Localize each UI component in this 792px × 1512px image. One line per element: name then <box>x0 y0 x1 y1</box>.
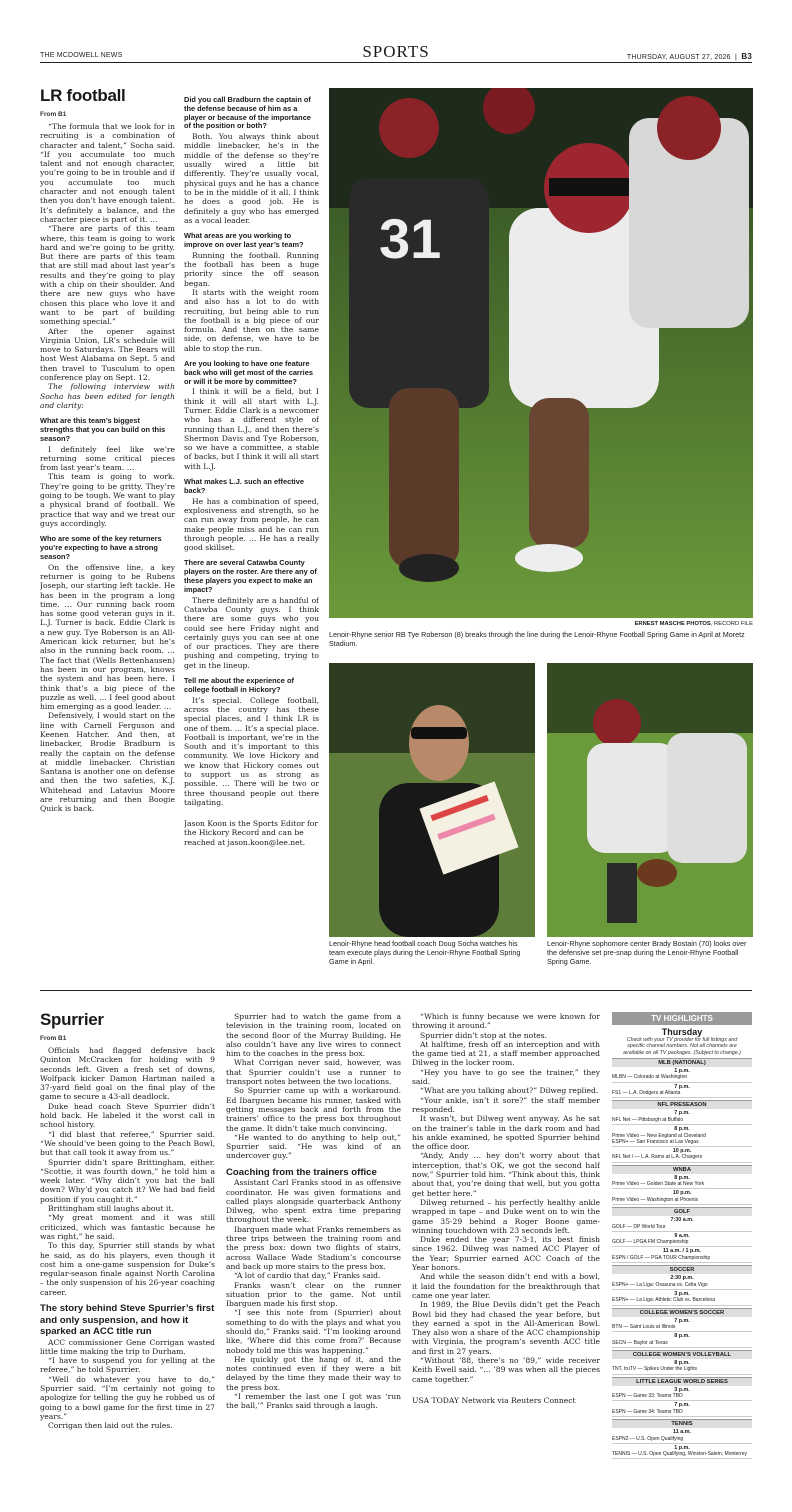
tv-time: 8 p.m. <box>674 1359 690 1366</box>
page-number: B3 <box>741 52 752 61</box>
section-title: SPORTS <box>362 42 430 61</box>
tv-time: 8 p.m. <box>674 1333 690 1340</box>
interview-question: Did you call Bradburn the captain of the defense because of him as a player or because of the importance of the position or both? <box>184 95 311 131</box>
tv-time: 7:30 a.m. <box>670 1217 694 1224</box>
paragraph: “The formula that we look for in recruiting is a combination of character and talent,” Socha said. “If you accumulate too much talent and not enough character, you’re going to be in trouble and if you accumulate too much character and not enough talent then you don’t have enough talent. It’s definitely a balance, and the character piece is part of it. … <box>40 122 175 224</box>
paragraph: “There are parts of this team where, this team is going to work hard and we’re going to be gritty. But there are parts of this team that are still mad about last year’s results and they’re going to play with a chip on their shoulder. And there are new guys who have chosen this place who love it and want to be part of building something special.” <box>40 224 175 327</box>
story-divider <box>40 990 752 991</box>
subheading: Coaching from the trainers office <box>226 1166 377 1178</box>
tv-sport-heading: WNBA <box>612 1165 752 1174</box>
interview-question: There are several Catawba County players on the roster. Are there any of these players you expect to make an impact? <box>184 558 317 594</box>
tv-listing: ESPN2 — U.S. Open Qualifying <box>612 1436 752 1444</box>
tv-time: 10 p.m. <box>672 1147 692 1154</box>
paragraph: I definitely feel like we’re returning some critical pieces from last year’s team. … <box>40 444 175 473</box>
paragraph: This team is going to work. They’re going to be gritty. They’re going to be tough. We want to play a physical brand of football. We practice that way and we treat our guys accordingly. <box>40 472 175 528</box>
paragraph: “He wanted to do anything to help out,” Spurrier said. “He was kind of an undercover guy.” <box>226 1132 401 1161</box>
spurrier-column-3 <box>412 1012 600 1508</box>
paragraph: Duke ended the year 7-3-1, its best finish since 1962. Dilweg was named ACC Player of the Year; Spurrier earned ACC Coach of the Year honors. <box>412 1235 600 1273</box>
tv-listing: ESPN+ — La Liga: Osasuna vs. Celta Vigo <box>612 1282 752 1290</box>
paragraph: It wasn’t, but Dilweg went anyway. As he sat on the trainer’s table in the dark room and had his ankle examined, he spotted Spurrier behind the office door. <box>412 1114 600 1152</box>
interview-question: What are this team’s biggest strengths that you can build on this season? <box>40 416 166 443</box>
paragraph: I think it will be a field, but I think it will all start with L.J. Turner. Eddie Clark is a newcomer who has a different style of running than L.J., and then there’s Shermon Davis and Tye Roberson, so we have a committee, a stable of backs, but I think it will all start with L.J. <box>184 387 319 471</box>
tv-sport-heading: LITTLE LEAGUE WORLD SERIES <box>612 1377 752 1386</box>
tv-listing: TNT, truTV — Spikes Under the Lights <box>612 1366 752 1374</box>
paragraph: “Andy, Andy … hey don’t worry about that interception, that’s OK, we got the second half now,” Spurrier told him. “Think about this, think about that, you’re doing that well, but you gotta get better here.” <box>412 1151 600 1198</box>
paragraph: Brittingham still laughs about it. <box>48 1204 174 1214</box>
paragraph: Spurrier didn’t stop at the notes. <box>420 1030 548 1040</box>
paragraph: Officials had flagged defensive back Quinton McCracken for holding with 9 seconds left. Given a fresh set of downs, Wolfpack kicker Damon Hartman nailed a 37-yard field goal on the final play of the game to secure a 43-all deadlock. <box>40 1046 215 1102</box>
tv-listing: BTN — Saint Louis at Illinois <box>612 1324 752 1332</box>
tv-time: 7 p.m. <box>674 1110 690 1117</box>
tv-time: 7 p.m. <box>674 1402 690 1409</box>
tv-sport-heading: GOLF <box>612 1207 752 1216</box>
coach-photo-caption: Lenoir-Rhyne head football coach Doug Socha watches his team execute plays during the Lenoir-Rhyne Football Spring Game in April. <box>329 939 521 966</box>
tv-time: 11 a.m. / 1 p.m. <box>662 1248 702 1255</box>
tv-sport-heading: COLLEGE WOMEN’S VOLLEYBALL <box>612 1350 752 1359</box>
tv-listing: NFL Net — Pittsburgh at Buffalo <box>612 1117 752 1125</box>
lr-headline: LR football <box>40 86 126 105</box>
tv-day: Thursday <box>661 1027 703 1037</box>
paragraph: “Your ankle, isn’t it sore?” the staff member responded. <box>412 1095 600 1114</box>
paragraph: Duke head coach Steve Spurrier didn’t hold back. He labeled it the worst call in school history. <box>40 1101 215 1130</box>
tv-listings <box>612 1058 752 1460</box>
paragraph: “My great moment and it was still criticized, which was fantastic because he was right,” he said. <box>40 1213 215 1241</box>
tv-listing: ESPN — Game 33: Teams TBD <box>612 1393 752 1401</box>
tagline: USA TODAY Network via Reuters Connect <box>412 1395 576 1405</box>
tv-listing: Prime Video — Washington at Phoenix <box>612 1197 752 1205</box>
coach-photo <box>329 663 535 937</box>
paragraph: It’s special. College football, across the country has these special places, and I think LR is one of them. … It’s a special place. Football is important, we’re in the South and it’s important to this community. We love Hickory and we know that Hickory comes out to support us as strong as possible. … There will be two or three thousand people out there tailgating. <box>184 695 319 807</box>
paragraph: It starts with the weight room and also has a lot to do with recruiting, but being able to run the football is a big piece of our formula. And then on the same side, on defense, we have to be able to stop the run. <box>184 287 319 353</box>
tv-listing: ESPN — Game 34: Teams TBD <box>612 1409 752 1417</box>
tv-time: 3 p.m. <box>674 1290 690 1297</box>
paragraph: “Well do whatever you have to do,” Spurrier said. “I’m certainly not going to apologize for telling the guy he robbed us of going to a bowl game for the first time in 27 years.” <box>40 1374 215 1421</box>
tv-time: 7 p.m. <box>674 1317 690 1324</box>
tv-listing: ESPN / GOLF — PGA TOUR Championship <box>612 1255 752 1263</box>
paragraph: Both. You always think about middle linebacker, he’s in the middle of the defense so they’re usually wired a little bit differently. They’re usually vocal, physical guys and he has a chance to be in the middle of it all. I think he does a good job. He is definitely a guy who has emerged as a vocal leader. <box>184 132 319 225</box>
paragraph: After the opener against Virginia Union, LR’s schedule will move to Saturdays. The Bears will host West Alabama on Sept. 5 and then travel to Tusculum to open conference play on Sept. 12. <box>40 326 175 383</box>
paragraph: There definitely are a handful of Catawba County guys. I think there are some guys who you could see here Friday night and certainly guys you can see at one of our practices. They are there pushing and competing, trying to get in the lineup. <box>184 595 319 670</box>
tv-time: 1 p.m. <box>674 1444 690 1451</box>
center-photo <box>547 663 753 937</box>
paragraph: And while the season didn’t end with a bowl, it laid the foundation for the breakthrough that came one year later. <box>412 1272 600 1300</box>
header-rule <box>40 62 752 63</box>
tv-sport-heading: TENNIS <box>612 1419 752 1428</box>
paragraph: Defensively, I would start on the line with Carnell Ferguson and Keenen Hatcher. And then, at linebacker, Brodie Bradburn is really the captain on the defense at middle linebacker. Christian Santana is another one on defense and then the two safeties, K.J. Whitehead and Latavius Moore are returning and then Boogie Quick is back. <box>40 711 175 814</box>
tv-title: TV HIGHLIGHTS <box>612 1012 752 1025</box>
paragraph: He has a combination of speed, explosiveness and strength, so he can run away from people, he can make people miss and he can run through people. … He has a really good skillset. <box>184 496 319 553</box>
tv-listing: NFL Net / — L.A. Rams at L.A. Chargers <box>612 1154 752 1162</box>
paragraph: So Spurrier came up with a workaround. Ed Ibarguen became his runner, tasked with getting messages back and forth from the trainers’ office to the press box throughout the game. It didn’t take much convincing. <box>226 1086 401 1133</box>
paragraph: At halftime, fresh off an interception and with the game tied at 21, a staff member approached Dilweg in the locker room. <box>412 1039 600 1068</box>
tv-sport-heading: NFL PRESEASON <box>612 1100 752 1109</box>
tv-time: 11 a.m. <box>673 1429 691 1436</box>
tagline: Jason Koon is the Sports Editor for the Hickory Record and can be reached at jason.koon@lee.net. <box>184 819 318 847</box>
spurrier-jump: From B1 <box>40 1035 67 1042</box>
svg-text:31: 31 <box>379 207 442 270</box>
tv-listing: ESPN+ — La Liga: Athletic Club vs. Barcelona <box>612 1297 752 1305</box>
tv-sport-heading: MLB (NATIONAL) <box>612 1058 752 1067</box>
paragraph: In 1989, the Blue Devils didn’t get the Peach Bowl bid they had chased the year before, but they earned a spot in the All-American Bowl. They also won a share of the ACC championship with Virginia, the program’s seventh ACC title and first in 27 years. <box>412 1300 600 1356</box>
tv-time: 3 p.m. <box>674 1386 690 1393</box>
tv-listing: Prime Video — Golden State at New York <box>612 1181 752 1189</box>
paragraph: Franks wasn’t clear on the runner situation prior to the game. Not until Ibarguen made his first stop. <box>226 1280 401 1309</box>
tv-listing: GOLF — DP World Tour <box>612 1224 752 1232</box>
interview-question: What makes L.J. such an effective back? <box>184 477 304 495</box>
paragraph: “Without ’88, there’s no ’89,” wide receiver Keith Ewell said. “… ’89 was when all the pieces came together.” <box>412 1355 600 1384</box>
paragraph: To this day, Spurrier still stands by what he said, as do his players, even though it cost him a one-game suspension for Duke’s regular-season finale against North Carolina – the only suspension of his 26-year coaching career. <box>40 1241 215 1297</box>
paragraph: Running the football. Running the football has been a huge priority since the off season began. <box>184 250 319 288</box>
paragraph: Spurrier had to watch the game from a television in the training room, located on the second floor of the Murray Building. He also couldn’t have any live wires to connect him to the coaches in the press box. <box>226 1012 401 1059</box>
tv-time: 2:30 p.m. <box>670 1275 694 1282</box>
spurrier-headline: Spurrier <box>40 1010 104 1029</box>
lr-column-1 <box>40 122 175 972</box>
main-photo-illustration <box>329 88 753 618</box>
paragraph: “I see this note from (Spurrier) about something to do with the plays and what you should do,” Franks said. “I’m looking around like, ‘Where did this come from?’ Because nobody told me this was happening.” <box>226 1308 401 1355</box>
paragraph: He quickly got the hang of it, and the notes continued even if they were a bit delayed by the time they made their way to the press box. <box>226 1354 401 1392</box>
paragraph: ACC commissioner Gene Corrigan wasted little time making the trip to Durham. <box>40 1337 215 1356</box>
tv-listing: GOLF — LPGA FM Championship <box>612 1239 752 1247</box>
tv-listing: SECN — Baylor at Texas <box>612 1340 752 1348</box>
paragraph: Corrigan then laid out the rules. <box>48 1421 173 1431</box>
center-photo-caption: Lenoir-Rhyne sophomore center Brady Bostain (70) looks over the defensive set pre-snap during the Lenoir-Rhyne Football Spring Game. <box>547 939 747 966</box>
paragraph: “I have to suspend you for yelling at the referee,” he told Spurrier. <box>40 1356 215 1375</box>
paragraph: “Hey you have to go see the trainer,” they said. <box>412 1067 600 1087</box>
paragraph: “I remember the last one I got was ‘run the ball,’” Franks said through a laugh. <box>226 1392 401 1411</box>
paragraph: “Which is funny because we were known for throwing it around.” <box>412 1012 600 1031</box>
paper-name: THE MCDOWELL NEWS <box>40 52 123 59</box>
credit-name: ERNEST MASCHE PHOTOS <box>634 621 711 627</box>
paragraph: Ibarguen made what Franks remembers as three trips between the training room and the press box: down two flights of stairs, across Wallace Wade Stadium’s concourse and back up more stairs to the press box. <box>226 1224 401 1271</box>
main-photo-credit <box>329 621 753 627</box>
subheading: The story behind Steve Spurrier’s first and only suspension, and how it sparked an ACC title run <box>40 1303 215 1338</box>
date-line: THURSDAY, AUGUST 27, 2026 | B3 <box>626 52 752 61</box>
tv-note: Check with your TV provider for full listings and specific channel numbers. Not all channels are available on all TV packages. (Subject to change.) <box>623 1037 741 1056</box>
tv-highlights <box>612 1012 752 1497</box>
paragraph: “What are you talking about?” Dilweg replied. <box>420 1086 599 1096</box>
tv-sport-heading: COLLEGE WOMEN’S SOCCER <box>612 1308 752 1317</box>
spurrier-column-2 <box>226 1012 401 1508</box>
interview-question: Who are some of the key returners you’re expecting to have a strong season? <box>40 534 162 561</box>
main-photo-caption: Lenoir-Rhyne senior RB Tye Roberson (8) breaks through the line during the Lenoir-Rhyne Football Spring Game in April at Moretz Stadium. <box>329 630 745 648</box>
lr-jump: From B1 <box>40 111 67 118</box>
paragraph: On the offensive line, a key returner is going to be Rubens Joseph, our starting left tackle. He has been in the program a long time. … Our running back room has some good veteran guys in it. L.J. Turner is back. Eddie Clark is a new guy. Tye Roberson is an All-American kick returner, but he’s also in the running back room. … The fact that (Wells Bettenhausen) has been in our program, knows the system and has been here. I think that’s a big piece of the puzzle as well. … I feel good about him emerging as a good leader. … <box>40 562 175 712</box>
spurrier-column-1 <box>40 1046 215 1508</box>
main-photo <box>329 88 753 618</box>
tv-time: 7 p.m. <box>674 1083 690 1090</box>
tv-listing: FS1 — L.A. Dodgers at Atlanta <box>612 1090 752 1098</box>
center-photo-illustration <box>547 663 753 937</box>
tv-sport-heading: SOCCER <box>612 1265 752 1274</box>
paragraph: Dilweg returned – his perfectly healthy ankle wrapped in tape – and Duke went on to win the game 35-29 behind a Roger Boone game-winning touchdown with 23 seconds left. <box>412 1197 600 1235</box>
lr-column-2 <box>184 89 319 972</box>
editor-note: The following interview with Socha has been edited for length and clarity: <box>40 382 175 410</box>
interview-question: Are you looking to have one feature back who will get most of the carries or will it be more by committee? <box>184 359 313 386</box>
interview-question: What areas are you working to improve on over last year’s team? <box>184 231 304 249</box>
paragraph: “A lot of cardio that day,” Franks said. <box>234 1271 381 1281</box>
tv-listing: Prime Video — New England at Cleveland ESPN+ — San Francisco at Las Vegas <box>612 1133 752 1147</box>
tv-listing: TENNIS — U.S. Open Qualifying, Winston-Salem, Monterrey <box>612 1451 752 1459</box>
tv-time: 9 a.m. <box>674 1232 690 1239</box>
tv-time: 8 p.m. <box>674 1126 690 1132</box>
coach-photo-illustration <box>329 663 535 937</box>
tv-time: 8 p.m. <box>674 1174 690 1181</box>
tv-time: 1 p.m. <box>674 1067 690 1074</box>
paragraph: “I did blast that referee,” Spurrier said. “We should’ve been going to the Peach Bowl, but that call took it away from us.” <box>40 1129 215 1158</box>
date: THURSDAY, AUGUST 27, 2026 <box>626 54 731 61</box>
paragraph: Assistant Carl Franks stood in as offensive coordinator. He was given formations and called plays alongside quarterback Anthony Dilweg, who spent extra time preparing throughout the week. <box>226 1178 401 1225</box>
paragraph: Spurrier didn’t spare Brittingham, either. “Scottie, it was fourth down,” he told him a week later. “Why didn’t you bat the ball down? Why’d you catch it? We had bad field position if you caught it.” <box>40 1157 215 1204</box>
tv-listing: MLBN — Colorado at Washington <box>612 1074 752 1082</box>
tv-time: 10 p.m. <box>672 1190 692 1197</box>
interview-question: Tell me about the experience of college football in Hickory? <box>184 676 294 694</box>
paragraph: What Corrigan never said, however, was that Spurrier couldn’t use a runner to transport notes between the two locations. <box>226 1058 401 1087</box>
credit-org: , RECORD FILE <box>710 621 753 627</box>
